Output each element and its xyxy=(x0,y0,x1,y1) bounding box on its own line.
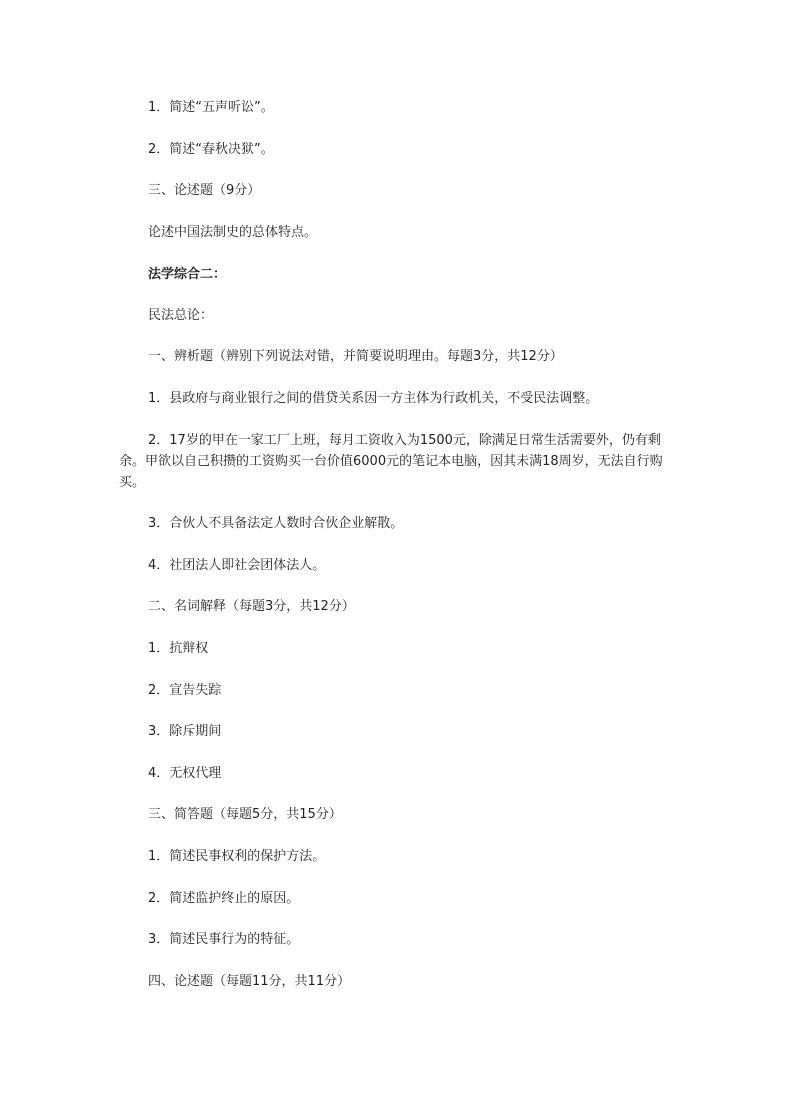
question-line: 3．除斥期间 xyxy=(148,724,222,739)
question-line: 2．简述“春秋决狱”。 xyxy=(148,142,274,157)
section-heading: 一、辨析题（辨别下列说法对错，并简要说明理由。每题3分，共12分） xyxy=(148,349,563,364)
question-line: 1．抗辩权 xyxy=(148,641,209,656)
question-line: 4．社团法人即社会团体法人。 xyxy=(148,558,326,573)
question-line: 论述中国法制史的总体特点。 xyxy=(148,225,318,240)
question-line: 2．17岁的甲在一家工厂上班，每月工资收入为1500元，除满足日常生活需要外，仍有剩余。甲欲以自己积攒的工资购买一台价值6000元的笔记本电脑，因其未满18周岁，无法自行购买。 xyxy=(119,433,663,490)
section-heading: 二、名词解释（每题3分，共12分） xyxy=(148,599,355,614)
section-heading: 三、简答题（每题5分，共15分） xyxy=(148,807,342,822)
question-line: 2．简述监护终止的原因。 xyxy=(148,891,300,906)
part-title: 法学综合二： xyxy=(148,267,227,282)
question-line: 1．县政府与商业银行之间的借贷关系因一方主体为行政机关，不受民法调整。 xyxy=(148,391,599,406)
question-line: 3．合伙人不具备法定人数时合伙企业解散。 xyxy=(148,516,404,531)
section-heading: 三、论述题（9分） xyxy=(148,183,261,198)
question-line: 3．简述民事行为的特征。 xyxy=(148,932,300,947)
question-line: 4．无权代理 xyxy=(148,766,222,781)
section-heading: 四、论述题（每题11分，共11分） xyxy=(148,974,351,989)
subject-title: 民法总论： xyxy=(148,308,214,323)
question-line: 1．简述民事权利的保护方法。 xyxy=(148,849,326,864)
question-line: 1．简述“五声听讼”。 xyxy=(148,100,274,115)
question-line: 2．宣告失踪 xyxy=(148,683,222,698)
